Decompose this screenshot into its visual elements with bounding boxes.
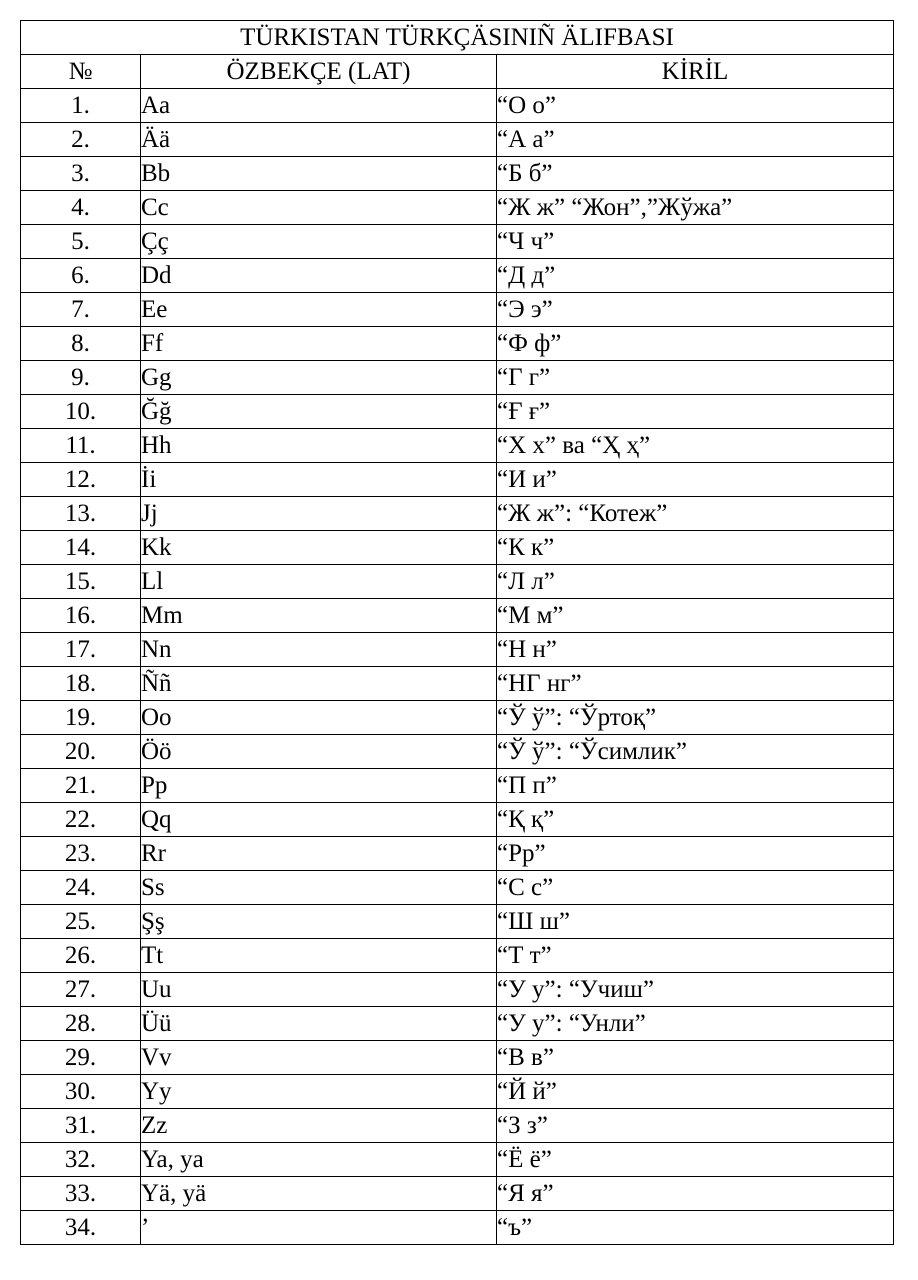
- header-cyrillic: KİRİL: [497, 55, 894, 89]
- table-row: [21, 293, 894, 327]
- row-number: 3.: [21, 157, 141, 191]
- cyrillic-equivalent: “Ў ў”: “Ўсимлик”: [497, 735, 894, 769]
- table-row: [21, 701, 894, 735]
- cyrillic-equivalent: “Н н”: [497, 633, 894, 667]
- latin-letter: İi: [141, 463, 497, 497]
- latin-letter: Qq: [141, 803, 497, 837]
- latin-letter: ’: [141, 1211, 497, 1245]
- table-row: [21, 735, 894, 769]
- cyrillic-equivalent: “Л л”: [497, 565, 894, 599]
- row-number: 26.: [21, 939, 141, 973]
- latin-letter: Bb: [141, 157, 497, 191]
- table-row: [21, 1109, 894, 1143]
- row-number: 15.: [21, 565, 141, 599]
- row-number: 29.: [21, 1041, 141, 1075]
- table-row: [21, 123, 894, 157]
- cyrillic-equivalent: “Ш ш”: [497, 905, 894, 939]
- row-number: 19.: [21, 701, 141, 735]
- header-number: №: [21, 55, 141, 89]
- row-number: 16.: [21, 599, 141, 633]
- table-row: [21, 225, 894, 259]
- row-number: 21.: [21, 769, 141, 803]
- row-number: 20.: [21, 735, 141, 769]
- cyrillic-equivalent: “Б б”: [497, 157, 894, 191]
- row-number: 2.: [21, 123, 141, 157]
- table-row: [21, 463, 894, 497]
- latin-letter: Ss: [141, 871, 497, 905]
- latin-letter: Yy: [141, 1075, 497, 1109]
- table-row: [21, 361, 894, 395]
- table-row: [21, 1211, 894, 1245]
- latin-letter: Ññ: [141, 667, 497, 701]
- header-row: [21, 55, 894, 89]
- cyrillic-equivalent: “НГ нг”: [497, 667, 894, 701]
- row-number: 23.: [21, 837, 141, 871]
- header-latin: ÖZBEKÇE (LAT): [141, 55, 497, 89]
- cyrillic-equivalent: “Й й”: [497, 1075, 894, 1109]
- latin-letter: Nn: [141, 633, 497, 667]
- cyrillic-equivalent: “Х х” ва “Ҳ ҳ”: [497, 429, 894, 463]
- row-number: 17.: [21, 633, 141, 667]
- row-number: 13.: [21, 497, 141, 531]
- table-row: [21, 89, 894, 123]
- table-row: [21, 667, 894, 701]
- cyrillic-equivalent: “У у”: “Учиш”: [497, 973, 894, 1007]
- row-number: 24.: [21, 871, 141, 905]
- cyrillic-equivalent: “Ў ў”: “Ўртоқ”: [497, 701, 894, 735]
- latin-letter: Çç: [141, 225, 497, 259]
- cyrillic-equivalent: “Э э”: [497, 293, 894, 327]
- row-number: 33.: [21, 1177, 141, 1211]
- latin-letter: Dd: [141, 259, 497, 293]
- table-body: [21, 89, 894, 1245]
- table-row: [21, 769, 894, 803]
- row-number: 28.: [21, 1007, 141, 1041]
- row-number: 34.: [21, 1211, 141, 1245]
- table-row: [21, 259, 894, 293]
- latin-letter: Üü: [141, 1007, 497, 1041]
- row-number: 6.: [21, 259, 141, 293]
- latin-letter: Cc: [141, 191, 497, 225]
- latin-letter: Ää: [141, 123, 497, 157]
- cyrillic-equivalent: “Ф ф”: [497, 327, 894, 361]
- latin-letter: Şş: [141, 905, 497, 939]
- row-number: 1.: [21, 89, 141, 123]
- table-row: [21, 1177, 894, 1211]
- latin-letter: Ll: [141, 565, 497, 599]
- row-number: 10.: [21, 395, 141, 429]
- row-number: 14.: [21, 531, 141, 565]
- table-row: [21, 191, 894, 225]
- table-row: [21, 905, 894, 939]
- row-number: 8.: [21, 327, 141, 361]
- table-row: [21, 871, 894, 905]
- table-row: [21, 1143, 894, 1177]
- latin-letter: Jj: [141, 497, 497, 531]
- cyrillic-equivalent: “У у”: “Унли”: [497, 1007, 894, 1041]
- row-number: 18.: [21, 667, 141, 701]
- alphabet-table: [20, 20, 894, 1245]
- row-number: 32.: [21, 1143, 141, 1177]
- latin-letter: Rr: [141, 837, 497, 871]
- latin-letter: Ya, ya: [141, 1143, 497, 1177]
- latin-letter: Hh: [141, 429, 497, 463]
- cyrillic-equivalent: “М м”: [497, 599, 894, 633]
- cyrillic-equivalent: “Г г”: [497, 361, 894, 395]
- latin-letter: Ff: [141, 327, 497, 361]
- latin-letter: Zz: [141, 1109, 497, 1143]
- cyrillic-equivalent: “Қ қ”: [497, 803, 894, 837]
- row-number: 12.: [21, 463, 141, 497]
- row-number: 4.: [21, 191, 141, 225]
- cyrillic-equivalent: “П п”: [497, 769, 894, 803]
- table-row: [21, 327, 894, 361]
- row-number: 25.: [21, 905, 141, 939]
- cyrillic-equivalent: “Д д”: [497, 259, 894, 293]
- latin-letter: Öö: [141, 735, 497, 769]
- cyrillic-equivalent: “Я я”: [497, 1177, 894, 1211]
- table-row: [21, 565, 894, 599]
- table-row: [21, 837, 894, 871]
- cyrillic-equivalent: “А а”: [497, 123, 894, 157]
- latin-letter: Pp: [141, 769, 497, 803]
- cyrillic-equivalent: “Ч ч”: [497, 225, 894, 259]
- row-number: 11.: [21, 429, 141, 463]
- cyrillic-equivalent: “Рр”: [497, 837, 894, 871]
- latin-letter: Oo: [141, 701, 497, 735]
- cyrillic-equivalent: “Ё ё”: [497, 1143, 894, 1177]
- latin-letter: Uu: [141, 973, 497, 1007]
- table-row: [21, 633, 894, 667]
- latin-letter: Kk: [141, 531, 497, 565]
- row-number: 22.: [21, 803, 141, 837]
- row-number: 27.: [21, 973, 141, 1007]
- latin-letter: Ee: [141, 293, 497, 327]
- title-row: [21, 21, 894, 55]
- table-row: [21, 497, 894, 531]
- row-number: 7.: [21, 293, 141, 327]
- latin-letter: Tt: [141, 939, 497, 973]
- table-row: [21, 395, 894, 429]
- table-row: [21, 973, 894, 1007]
- cyrillic-equivalent: “Ж ж”: “Котеж”: [497, 497, 894, 531]
- latin-letter: Aa: [141, 89, 497, 123]
- table-row: [21, 1007, 894, 1041]
- table-title: TÜRKISTAN TÜRKÇÄSINIÑ ÄLIFBASI: [21, 21, 894, 55]
- latin-letter: Ğğ: [141, 395, 497, 429]
- cyrillic-equivalent: “К к”: [497, 531, 894, 565]
- cyrillic-equivalent: “ъ”: [497, 1211, 894, 1245]
- cyrillic-equivalent: “Ж ж” “Жон”,”Жўжа”: [497, 191, 894, 225]
- latin-letter: Mm: [141, 599, 497, 633]
- row-number: 5.: [21, 225, 141, 259]
- table-row: [21, 157, 894, 191]
- table-row: [21, 803, 894, 837]
- cyrillic-equivalent: “З з”: [497, 1109, 894, 1143]
- table-row: [21, 1075, 894, 1109]
- table-row: [21, 599, 894, 633]
- table-row: [21, 429, 894, 463]
- table-row: [21, 1041, 894, 1075]
- latin-letter: Gg: [141, 361, 497, 395]
- table-row: [21, 531, 894, 565]
- cyrillic-equivalent: “В в”: [497, 1041, 894, 1075]
- cyrillic-equivalent: “Ғ ғ”: [497, 395, 894, 429]
- latin-letter: Yä, yä: [141, 1177, 497, 1211]
- cyrillic-equivalent: “О о”: [497, 89, 894, 123]
- table-row: [21, 939, 894, 973]
- cyrillic-equivalent: “Т т”: [497, 939, 894, 973]
- latin-letter: Vv: [141, 1041, 497, 1075]
- cyrillic-equivalent: “С с”: [497, 871, 894, 905]
- row-number: 31.: [21, 1109, 141, 1143]
- row-number: 30.: [21, 1075, 141, 1109]
- cyrillic-equivalent: “И и”: [497, 463, 894, 497]
- row-number: 9.: [21, 361, 141, 395]
